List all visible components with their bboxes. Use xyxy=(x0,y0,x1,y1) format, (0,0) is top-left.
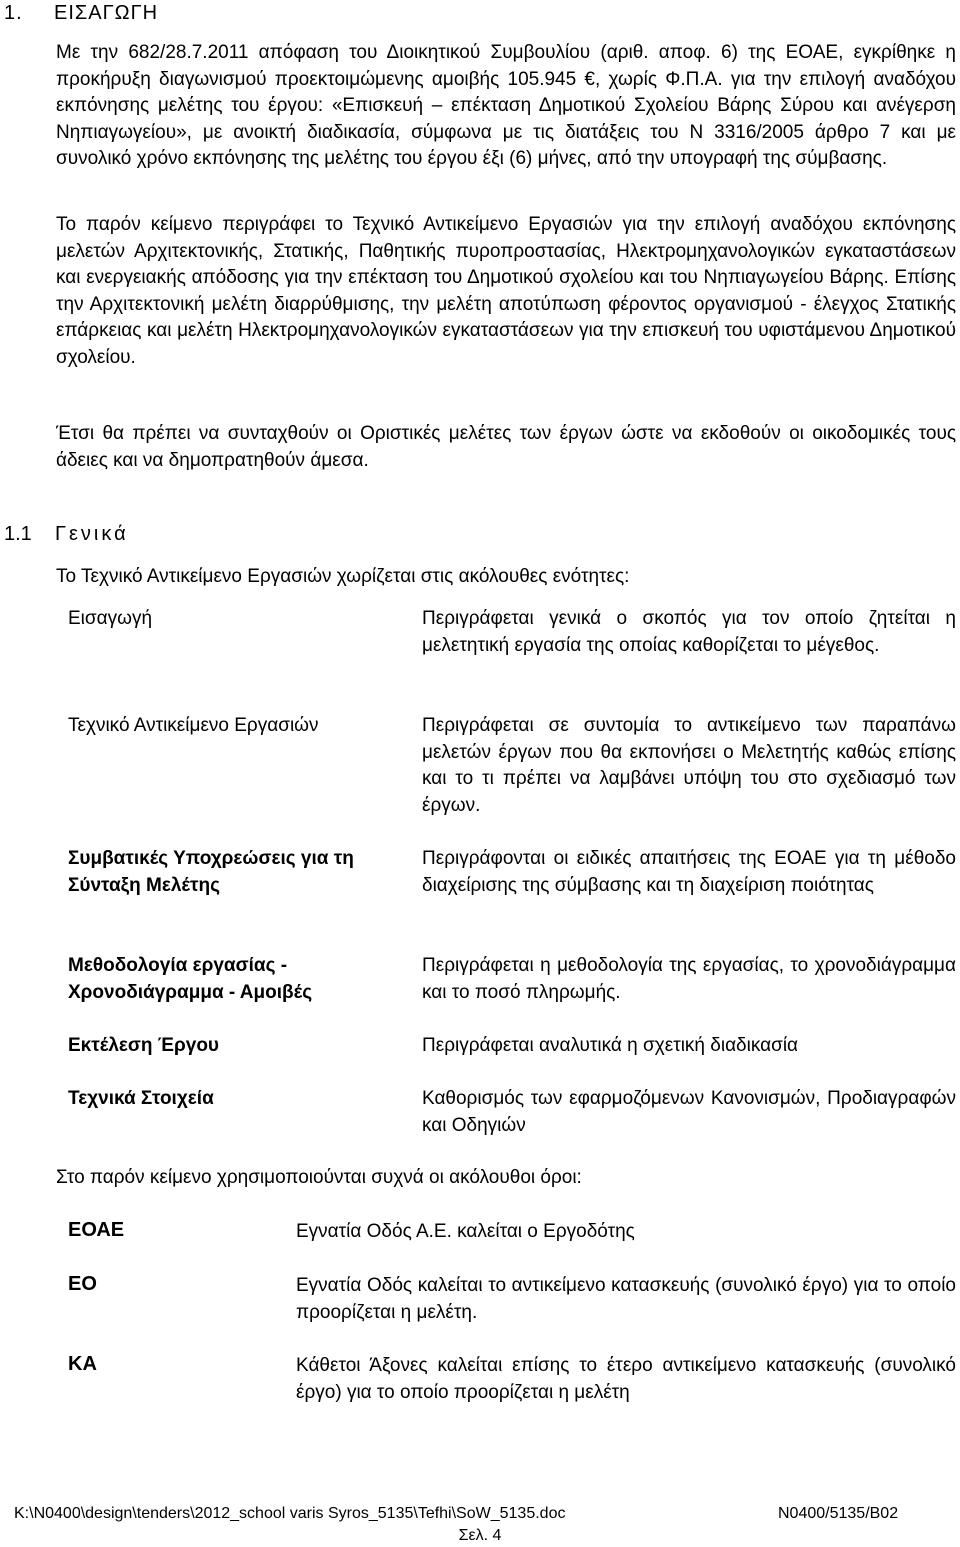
footer-document-code: N0400/5135/B02 xyxy=(778,1505,899,1522)
term-abbreviation: ΚΑ xyxy=(68,1353,97,1375)
section-row-description: Περιγράφεται η μεθοδολογία της εργασίας, το χρονοδιάγραμμα και το ποσό πληρωμής. xyxy=(422,955,956,1003)
terms-intro: Στο παρόν κείμενο χρησιμοποιούνται συχνά οι ακόλουθοι όροι: xyxy=(56,1167,582,1188)
section-row-label: Τεχνικό Αντικείμενο Εργασιών xyxy=(68,715,319,736)
section-row-label: Εκτέλεση Έργου xyxy=(68,1035,219,1056)
term-abbreviation: ΕΟ xyxy=(68,1273,97,1295)
section-row-label: Εισαγωγή xyxy=(68,608,153,629)
paragraph-decision: Με την 682/28.7.2011 απόφαση του Διοικητικού Συμβουλίου (αριθ. αποφ. 6) της ΕΟΑΕ, εγκρίθηκε η προκήρυξη διαγωνισμού προεκτοιμώμενης αμοιβής 105.945 €, χωρίς Φ.Π.Α. για την επιλογή αναδόχου εκπόνησης μελέτης του έργου: «Επισκευή – επέκταση Δημοτικού Σχολείου Βάρης Σύρου και ανέγερση Νηπιαγωγείου», με ανοικτή διαδικασία, σύμφωνα με τις διατάξεις του Ν 3316/2005 άρθρο 7 και με συνολικό χρόνο εκπόνησης της μελέτης του έργου έξι (6) μήνες, από την υπογραφή της σύμβασης. xyxy=(56,42,956,169)
paragraph-final-studies: Έτσι θα πρέπει να συνταχθούν οι Οριστικές μελέτες των έργων ώστε να εκδοθούν οι οικοδομικές τους άδειες και να δημοπρατηθούν άμεσα. xyxy=(56,423,956,471)
footer-file-path: K:\N0400\design\tenders\2012_school varis Syros_5135\Tefhi\SoW_5135.doc xyxy=(14,1505,566,1522)
section-row-description: Περιγράφεται σε συντομία το αντικείμενο των παραπάνω μελετών έργων που θα εκπονήσει ο Μελετητής καθώς επίσης και το τι πρέπει να λαμβάνει υπόψη του στο σχεδιασμό των έργων. xyxy=(422,715,956,816)
section-row-label: Συμβατικές Υποχρεώσεις για τη Σύνταξη Μελέτης xyxy=(68,848,354,896)
subsection-heading xyxy=(4,523,129,546)
subsection-number: 1.1 xyxy=(4,523,32,545)
section-row-description: Περιγράφονται οι ειδικές απαιτήσεις της ΕΟΑΕ για τη μέθοδο διαχείρισης της σύμβασης και τη διαχείριση ποιότητας xyxy=(422,848,956,896)
section-row-description: Καθορισμός των εφαρμοζόμενων Κανονισμών, Προδιαγραφών και Οδηγιών xyxy=(422,1088,956,1136)
term-definition: Εγνατία Οδός Α.Ε. καλείται ο Εργοδότης xyxy=(296,1221,635,1242)
section-number: 1. xyxy=(4,2,23,24)
footer-page-number: Σελ. 4 xyxy=(458,1527,502,1544)
subsection-title: Γενικά xyxy=(55,523,129,545)
term-abbreviation: ΕΟΑΕ xyxy=(68,1219,125,1241)
section-row-label: Τεχνικά Στοιχεία xyxy=(68,1088,214,1109)
section-title: ΕΙΣΑΓΩΓΗ xyxy=(54,2,159,24)
section-row-description: Περιγράφεται γενικά ο σκοπός για τον οποίο ζητείται η μελετητική εργασία της οποίας καθορίζεται το μέγεθος. xyxy=(422,608,956,656)
section-heading xyxy=(4,2,158,25)
sections-intro: Το Τεχνικό Αντικείμενο Εργασιών χωρίζεται στις ακόλουθες ενότητες: xyxy=(56,566,630,587)
term-definition: Εγνατία Οδός καλείται το αντικείμενο κατασκευής (συνολικό έργο) για το οποίο προορίζεται η μελέτη. xyxy=(296,1275,956,1323)
paragraph-scope: Το παρόν κείμενο περιγράφει το Τεχνικό Αντικείμενο Εργασιών για την επιλογή αναδόχου εκπόνησης μελετών Αρχιτεκτονικής, Στατικής, Παθητικής πυροπροστασίας, Ηλεκτρομηχανολογικών εγκαταστάσεων και ενεργειακής απόδοσης για την επέκταση του Δημοτικού σχολείου και του Νηπιαγωγείου Βάρης. Επίσης την Αρχιτεκτονική μελέτη διαρρύθμισης, την μελέτη αποτύπωση φέροντος οργανισμού - έλεγχος Στατικής επάρκειας και μελέτη Ηλεκτρομηχανολογικών εγκαταστάσεων για την επισκευή του υφιστάμενου Δημοτικού σχολείου. xyxy=(56,214,956,368)
section-row-description: Περιγράφεται αναλυτικά η σχετική διαδικασία xyxy=(422,1035,799,1056)
section-row-label: Μεθοδολογία εργασίας - Χρονοδιάγραμμα - Αμοιβές xyxy=(68,955,313,1003)
term-definition: Κάθετοι Άξονες καλείται επίσης το έτερο αντικείμενο κατασκευής (συνολικό έργο) για το οποίο προορίζεται η μελέτη xyxy=(296,1355,956,1403)
